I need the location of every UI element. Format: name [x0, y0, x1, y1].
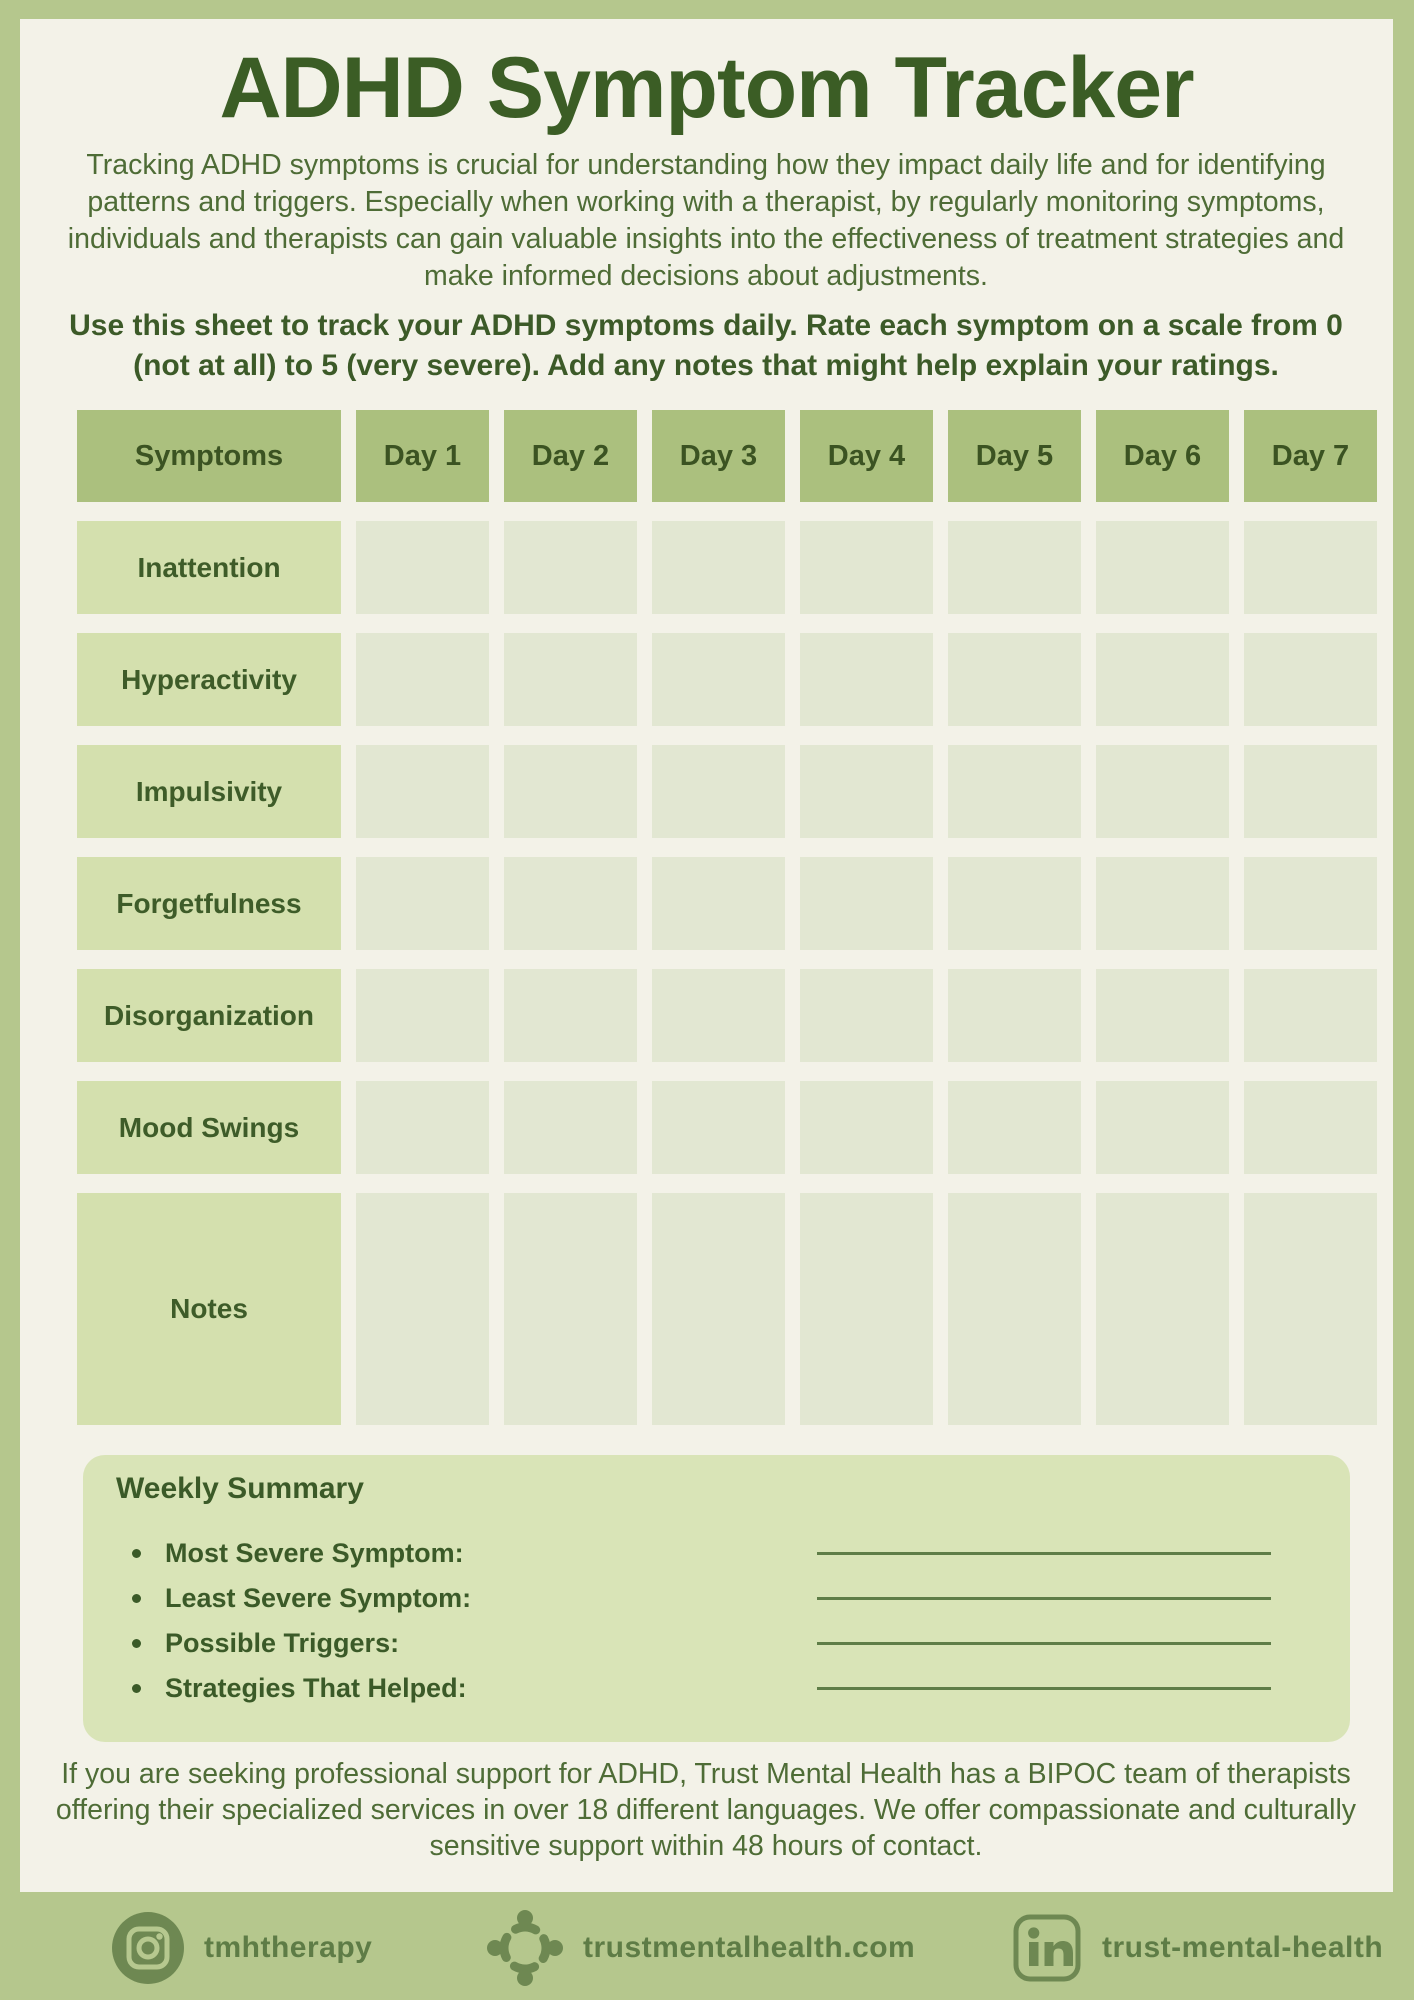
disorganization-day-4-cell[interactable] [800, 969, 933, 1062]
forgetfulness-day-6-cell[interactable] [1096, 857, 1229, 950]
forgetfulness-day-4-cell[interactable] [800, 857, 933, 950]
bullet-icon [132, 1594, 141, 1603]
impulsivity-day-3-cell[interactable] [652, 745, 785, 838]
summary-answer-line[interactable] [817, 1597, 1271, 1600]
linkedin-icon [1012, 1913, 1082, 1983]
bullet-icon [132, 1549, 141, 1558]
summary-item-most-severe [116, 1531, 1271, 1576]
mood-swings-day-3-cell[interactable] [652, 1081, 785, 1174]
row-label-inattention: Inattention [77, 521, 341, 614]
mood-swings-day-7-cell[interactable] [1244, 1081, 1377, 1174]
column-header-symptoms: Symptoms [77, 410, 341, 502]
impulsivity-day-2-cell[interactable] [504, 745, 637, 838]
column-header-day-1: Day 1 [356, 410, 489, 502]
disorganization-day-7-cell[interactable] [1244, 969, 1377, 1062]
hyperactivity-day-5-cell[interactable] [948, 633, 1081, 726]
support-note-paragraph: If you are seeking professional support for ADHD, Trust Mental Health has a BIPOC team of therapists offering their specialized services in over 18 different languages. We offer compassionate and culturally sensitive support within 48 hours of contact. [55, 1758, 1357, 1862]
hyperactivity-day-6-cell[interactable] [1096, 633, 1229, 726]
summary-item-possible-triggers [116, 1621, 1271, 1666]
weekly-summary-box [83, 1455, 1350, 1742]
mood-swings-day-5-cell[interactable] [948, 1081, 1081, 1174]
disorganization-day-2-cell[interactable] [504, 969, 637, 1062]
inattention-day-5-cell[interactable] [948, 521, 1081, 614]
summary-answer-line[interactable] [817, 1552, 1271, 1555]
impulsivity-day-5-cell[interactable] [948, 745, 1081, 838]
summary-answer-line[interactable] [817, 1642, 1271, 1645]
social-link-linkedin[interactable] [1012, 1912, 1383, 1984]
column-header-day-3: Day 3 [652, 410, 785, 502]
column-header-day-6: Day 6 [1096, 410, 1229, 502]
impulsivity-day-4-cell[interactable] [800, 745, 933, 838]
row-label-hyperactivity: Hyperactivity [77, 633, 341, 726]
inattention-day-6-cell[interactable] [1096, 521, 1229, 614]
summary-item-label: Strategies That Helped: [165, 1673, 467, 1703]
tmh-community-icon [487, 1910, 563, 1986]
hyperactivity-day-7-cell[interactable] [1244, 633, 1377, 726]
notes-day-7-cell[interactable] [1244, 1193, 1377, 1425]
inattention-day-2-cell[interactable] [504, 521, 637, 614]
inattention-day-4-cell[interactable] [800, 521, 933, 614]
hyperactivity-day-4-cell[interactable] [800, 633, 933, 726]
mood-swings-day-2-cell[interactable] [504, 1081, 637, 1174]
row-label-mood-swings: Mood Swings [77, 1081, 341, 1174]
forgetfulness-day-7-cell[interactable] [1244, 857, 1377, 950]
column-header-day-4: Day 4 [800, 410, 933, 502]
weekly-summary-title: Weekly Summary [116, 1472, 364, 1505]
summary-item-label: Most Severe Symptom: [165, 1538, 464, 1568]
summary-item-label: Least Severe Symptom: [165, 1583, 472, 1613]
social-label: trustmentalhealth.com [583, 1931, 916, 1964]
instagram-icon [112, 1912, 184, 1984]
bullet-icon [132, 1639, 141, 1648]
intro-paragraph: Tracking ADHD symptoms is crucial for understanding how they impact daily life and for identifying patterns and triggers. Especially when working with a therapist, by regularly monitoring symptoms, individuals and therapists can gain valuable insights into the effectiveness of treatment strategies and make informed decisions about adjustments. [67, 149, 1345, 292]
summary-item-label: Possible Triggers: [165, 1628, 400, 1658]
worksheet-page [20, 19, 1393, 1892]
column-header-day-5: Day 5 [948, 410, 1081, 502]
bullet-icon [132, 1684, 141, 1693]
hyperactivity-day-3-cell[interactable] [652, 633, 785, 726]
inattention-day-1-cell[interactable] [356, 521, 489, 614]
social-link-website[interactable] [487, 1912, 915, 1984]
disorganization-day-5-cell[interactable] [948, 969, 1081, 1062]
column-header-day-7: Day 7 [1244, 410, 1377, 502]
row-label-impulsivity: Impulsivity [77, 745, 341, 838]
notes-day-2-cell[interactable] [504, 1193, 637, 1425]
mood-swings-day-4-cell[interactable] [800, 1081, 933, 1174]
summary-item-strategies [116, 1666, 1271, 1711]
impulsivity-day-6-cell[interactable] [1096, 745, 1229, 838]
forgetfulness-day-1-cell[interactable] [356, 857, 489, 950]
inattention-day-7-cell[interactable] [1244, 521, 1377, 614]
social-link-instagram[interactable] [112, 1912, 372, 1984]
notes-day-6-cell[interactable] [1096, 1193, 1229, 1425]
notes-day-3-cell[interactable] [652, 1193, 785, 1425]
instructions-paragraph: Use this sheet to track your ADHD symptoms daily. Rate each symptom on a scale from 0 (not at all) to 5 (very severe). Add any notes that might help explain your ratings. [69, 309, 1343, 382]
summary-item-least-severe [116, 1576, 1271, 1621]
mood-swings-day-6-cell[interactable] [1096, 1081, 1229, 1174]
mood-swings-day-1-cell[interactable] [356, 1081, 489, 1174]
social-label: tmhtherapy [204, 1931, 373, 1964]
inattention-day-3-cell[interactable] [652, 521, 785, 614]
summary-answer-line[interactable] [817, 1687, 1271, 1690]
impulsivity-day-7-cell[interactable] [1244, 745, 1377, 838]
impulsivity-day-1-cell[interactable] [356, 745, 489, 838]
social-label: trust-mental-health [1102, 1931, 1384, 1964]
column-header-day-2: Day 2 [504, 410, 637, 502]
forgetfulness-day-3-cell[interactable] [652, 857, 785, 950]
row-label-notes: Notes [77, 1193, 341, 1425]
hyperactivity-day-1-cell[interactable] [356, 633, 489, 726]
notes-day-5-cell[interactable] [948, 1193, 1081, 1425]
page-title: ADHD Symptom Tracker [219, 40, 1194, 136]
disorganization-day-6-cell[interactable] [1096, 969, 1229, 1062]
row-label-forgetfulness: Forgetfulness [77, 857, 341, 950]
symptom-tracker-table [77, 410, 1377, 1425]
notes-day-1-cell[interactable] [356, 1193, 489, 1425]
disorganization-day-3-cell[interactable] [652, 969, 785, 1062]
hyperactivity-day-2-cell[interactable] [504, 633, 637, 726]
row-label-disorganization: Disorganization [77, 969, 341, 1062]
notes-day-4-cell[interactable] [800, 1193, 933, 1425]
forgetfulness-day-2-cell[interactable] [504, 857, 637, 950]
disorganization-day-1-cell[interactable] [356, 969, 489, 1062]
forgetfulness-day-5-cell[interactable] [948, 857, 1081, 950]
weekly-summary-list [116, 1531, 1271, 1711]
